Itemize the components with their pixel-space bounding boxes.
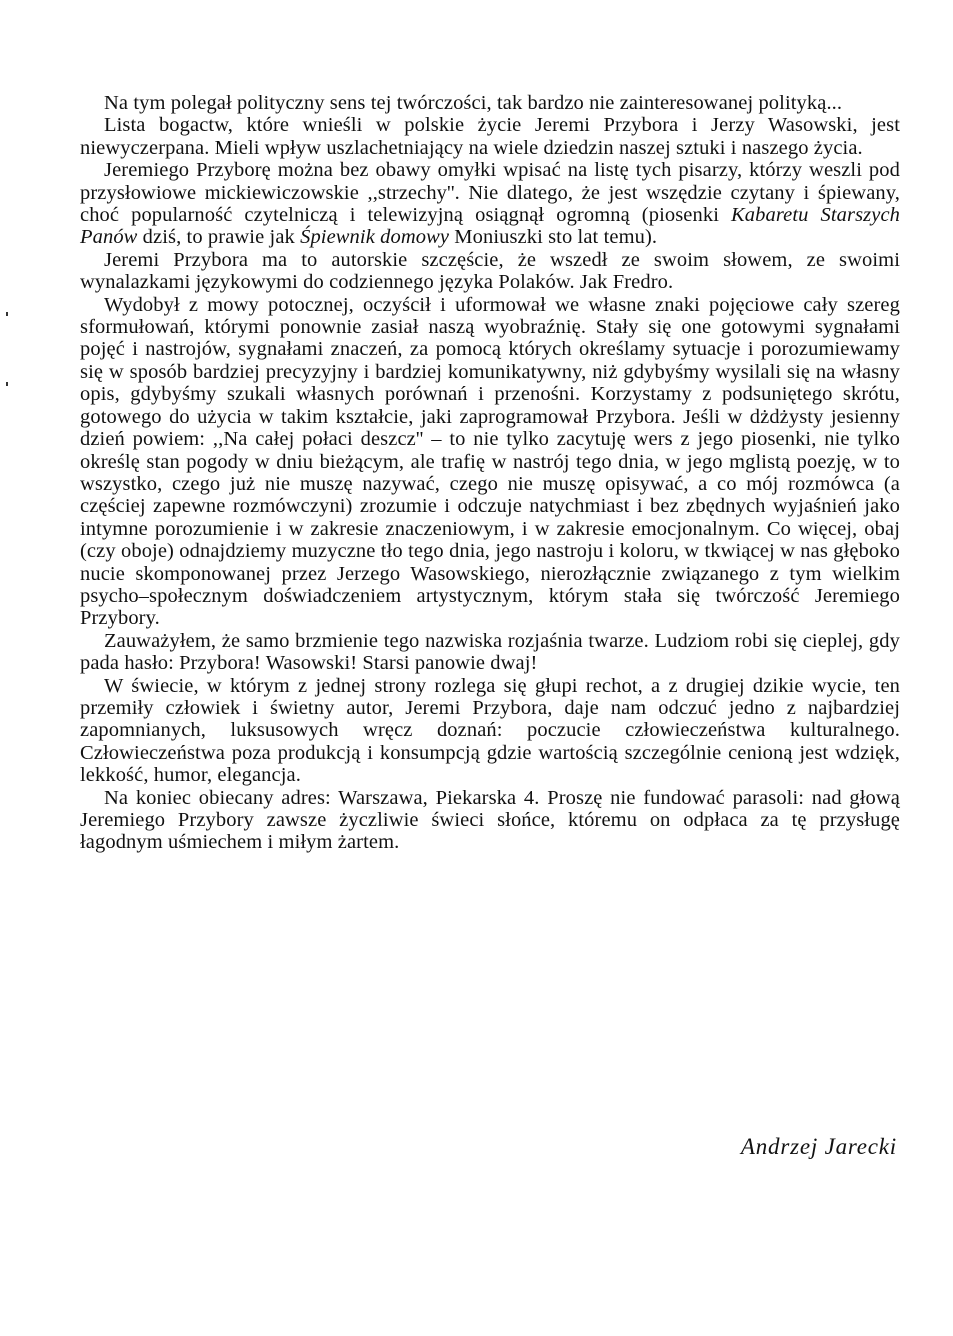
paragraph-1: Na tym polegał polityczny sens tej twórczości, tak bardzo nie zainteresowanej polityką... [104,92,843,114]
article-body [80,92,900,854]
paragraph-3-part-3: Moniuszki sto lat temu). [449,226,658,249]
paragraph-3-part-1: Jeremiego Przyborę można bez obawy omyłki wpisać na listę tych pisarzy, którzy weszli pod przysłowiowe mickiewiczowskie ,,strzechy''. Nie dlatego, że jest wszędzie czytany i śpiewany, choć popularność czytelniczą i telewizyjną osiągnął ogromną (piosenki [80,159,900,227]
author-signature: Andrzej Jarecki [740,1134,897,1159]
paragraph-7: W świecie, w którym z jednej strony rozlega się głupi rechot, a z drugiej dzikie wycie, ten przemiły człowiek i świetny autor, Jeremi Przybora, daje nam odczuć jedno z najbardziej zapomnianych, luksusowych wręcz doznań: poczucie człowieczeństwa kulturalnego. Człowieczeństwa poza produkcją i konsumpcją gdzie wartością szczególnie cenioną jest wdzięk, lekkość, humor, elegancja. [80,674,900,787]
paragraph-2: Lista bogactw, które wnieśli w polskie życie Jeremi Przybora i Jerzy Wasowski, jest niewyczerpana. Mieli wpływ uszlachetniający na wiele dziedzin naszej sztuki i naszego życia. [80,114,900,159]
paragraph-3 [80,159,900,249]
paragraph-5: Wydobył z mowy potocznej, oczyścił i uformował we własne znaki pojęciowe cały szereg sformułowań, którymi ponownie zasiał naszą wyobraźnię. Stały się one gotowymi sygnałami pojęć i nastrojów, sygnałami znaczeń, za pomocą których określamy sytuacje i porozumiewamy się w sposób bardziej precyzyjny i bardziej komunikatywny, niż gdybyśmy wysilali się na własny opis, gdybyśmy szukali własnych porównań i przenośni. Korzystamy z podsuniętego skrótu, gotowego do użycia w takim kształcie, jaki zaprogramował Przybora. Jeśli w dżdżysty jesienny dzień powiem: ,,Na całej połaci deszcz'' – to nie tylko zacytuję wers z jego piosenki, nie tylko określę stan pogody w dniu bieżącym, ale trafię w nastrój tego dnia, w jego mglistą poezję, w to wszystko, czego już nie muszę nazywać, czego nie muszę opisywać, a co mój rozmówca (a częściej zapewne rozmówczyni) zrozumie i odczuje natychmiast i bez zbędnych wyjaśnień jako intymne porozumienie i w zakresie znaczeniowym, i w zakresie emocjonalnym. Co więcej, obaj (czy oboje) odnajdziemy muzyczne tło tego dnia, jego nastroju i koloru, w tkwiącej w nas głęboko nucie skomponowanej przez Jerzego Wasowskiego, nierozłącznie związanego z tym wielkim psycho–społecznym doświadczeniem artystycznym, którym stała się twórczość Jeremiego Przybory. [80,293,900,630]
paragraph-6: Zauważyłem, że samo brzmienie tego nazwiska rozjaśnia twarze. Ludziom robi się cieplej, gdy pada hasło: Przybora! Wasowski! Starsi panowie dwaj! [80,629,900,675]
paragraph-8: Na koniec obiecany adres: Warszawa, Piekarska 4. Proszę nie fundować parasoli: nad głową Jeremiego Przybory zawsze życzliwie świeci słońce, któremu on odpłaca za tę przysługę łagodnym uśmiechem i miłym żartem. [80,786,900,854]
paragraph-3-part-2: dziś, to prawie jak [137,226,301,249]
paragraph-4: Jeremi Przybora ma to autorskie szczęście, że wszedł ze swoim słowem, ze swoimi wynalazkami językowymi do codziennego języka Polaków. Jak Fredro. [80,248,900,294]
margin-mark-bottom [6,382,8,386]
italic-title-spiewnik: Śpiewnik domowy [300,226,450,249]
margin-mark-top [6,312,8,316]
italic-title-kabaret: Kabaretu Starszych Panów [80,204,900,249]
